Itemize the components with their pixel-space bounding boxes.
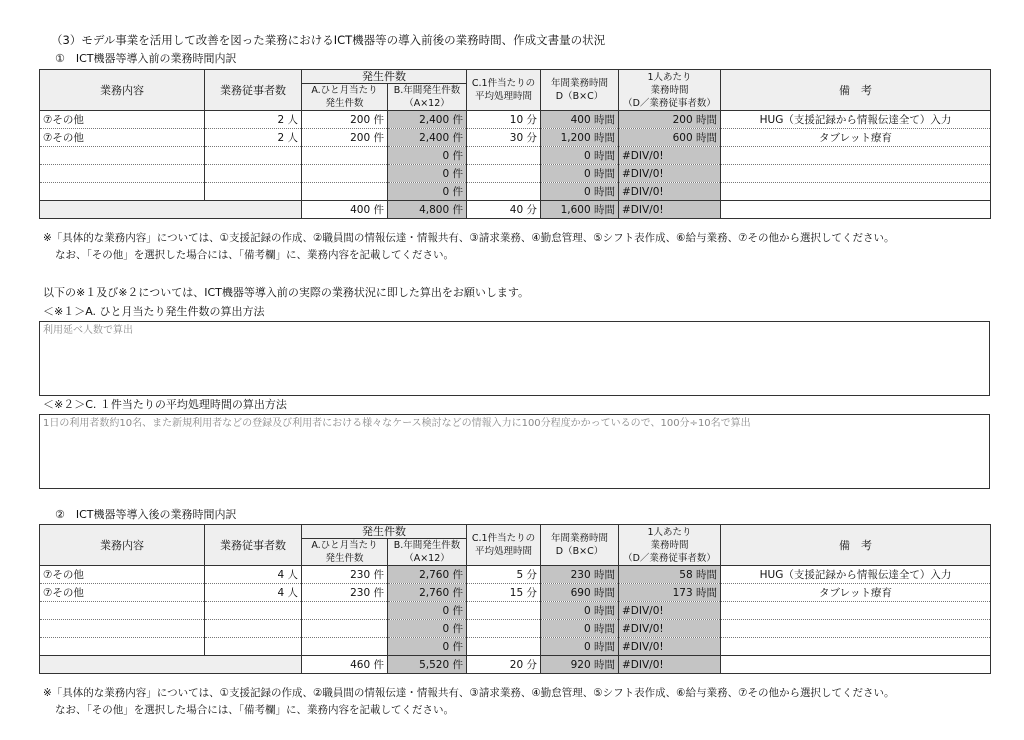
cell-b[interactable]: 0 件 <box>388 638 467 656</box>
total-b: 5,520 件 <box>388 656 467 674</box>
total-c: 40 分 <box>467 201 541 219</box>
cell-c[interactable] <box>467 183 541 201</box>
cell-b[interactable]: 0 件 <box>388 165 467 183</box>
cell-task[interactable] <box>40 620 205 638</box>
total-d: 920 時間 <box>541 656 619 674</box>
cell-d[interactable]: 0 時間 <box>541 638 619 656</box>
after-time-table <box>39 524 991 674</box>
table-row <box>40 165 991 183</box>
cell-b[interactable]: 2,400 件 <box>388 111 467 129</box>
header-workers: 業務従事者数 <box>205 525 302 566</box>
cell-task[interactable]: ⑦その他 <box>40 129 205 147</box>
cell-per[interactable]: #DIV/0! <box>619 147 721 165</box>
header-a: A.ひと月当たり 発生件数 <box>302 539 388 566</box>
cell-per[interactable]: 200 時間 <box>619 111 721 129</box>
total-b: 4,800 件 <box>388 201 467 219</box>
table-row <box>40 566 991 584</box>
header-workers: 業務従事者数 <box>205 70 302 111</box>
cell-workers[interactable] <box>205 165 302 183</box>
cell-remarks[interactable] <box>721 620 991 638</box>
cell-b[interactable]: 2,760 件 <box>388 566 467 584</box>
table-row <box>40 147 991 165</box>
cell-remarks[interactable] <box>721 165 991 183</box>
cell-remarks[interactable]: タブレット療育 <box>721 584 991 602</box>
cell-remarks[interactable] <box>721 638 991 656</box>
cell-per[interactable]: 600 時間 <box>619 129 721 147</box>
cell-task[interactable]: ⑦その他 <box>40 111 205 129</box>
cell-remarks[interactable] <box>721 147 991 165</box>
cell-b[interactable]: 0 件 <box>388 147 467 165</box>
cell-workers[interactable] <box>205 620 302 638</box>
total-row <box>40 201 991 219</box>
cell-a[interactable]: 230 件 <box>302 584 388 602</box>
cell-remarks[interactable]: HUG（支援記録から情報伝達全て）入力 <box>721 566 991 584</box>
header-remarks: 備 考 <box>721 525 991 566</box>
header-b: B.年間発生件数 （A×12） <box>388 84 467 111</box>
calc-a-box[interactable]: 利用延べ人数で算出 <box>39 321 990 396</box>
cell-workers[interactable]: 2 人 <box>205 111 302 129</box>
cell-c[interactable]: 10 分 <box>467 111 541 129</box>
total-d: 1,600 時間 <box>541 201 619 219</box>
cell-c[interactable] <box>467 602 541 620</box>
calc-a-title: ＜※１＞A. ひと月当たり発生件数の算出方法 <box>43 305 265 318</box>
cell-a[interactable]: 200 件 <box>302 111 388 129</box>
table-row <box>40 111 991 129</box>
cell-d[interactable]: 1,200 時間 <box>541 129 619 147</box>
cell-a[interactable] <box>302 638 388 656</box>
cell-remarks[interactable]: タブレット療育 <box>721 129 991 147</box>
header-per-person: 1人あたり 業務時間 （D／業務従事者数） <box>619 525 721 566</box>
cell-d[interactable]: 0 時間 <box>541 147 619 165</box>
calc-c-title: ＜※２＞C. １件当たりの平均処理時間の算出方法 <box>43 398 287 411</box>
cell-per[interactable]: #DIV/0! <box>619 620 721 638</box>
after-table-title: ② ICT機器等導入後の業務時間内訳 <box>55 508 237 521</box>
cell-b[interactable]: 0 件 <box>388 183 467 201</box>
before-note-2: なお、「その他」を選択した場合には、「備考欄」に、業務内容を記載してください。 <box>55 249 454 261</box>
cell-b[interactable]: 2,760 件 <box>388 584 467 602</box>
cell-workers[interactable] <box>205 147 302 165</box>
table-row <box>40 602 991 620</box>
cell-task[interactable] <box>40 165 205 183</box>
cell-remarks[interactable]: HUG（支援記録から情報伝達全て）入力 <box>721 111 991 129</box>
total-per: #DIV/0! <box>619 656 721 674</box>
cell-c[interactable]: 30 分 <box>467 129 541 147</box>
cell-per[interactable]: 58 時間 <box>619 566 721 584</box>
cell-c[interactable]: 15 分 <box>467 584 541 602</box>
cell-task[interactable] <box>40 602 205 620</box>
cell-per[interactable]: #DIV/0! <box>619 165 721 183</box>
cell-b[interactable]: 2,400 件 <box>388 129 467 147</box>
after-note-2: なお、「その他」を選択した場合には、「備考欄」に、業務内容を記載してください。 <box>55 704 454 716</box>
header-occurrences: 発生件数 <box>302 525 467 539</box>
cell-task[interactable] <box>40 183 205 201</box>
cell-a[interactable] <box>302 147 388 165</box>
cell-d[interactable]: 0 時間 <box>541 183 619 201</box>
header-per-person: 1人あたり 業務時間 （D／業務従事者数） <box>619 70 721 111</box>
header-d: 年間業務時間 D（B×C） <box>541 525 619 566</box>
cell-per[interactable]: #DIV/0! <box>619 602 721 620</box>
table-row <box>40 638 991 656</box>
header-b: B.年間発生件数 （A×12） <box>388 539 467 566</box>
cell-a[interactable]: 230 件 <box>302 566 388 584</box>
header-task: 業務内容 <box>40 70 205 111</box>
cell-d[interactable]: 230 時間 <box>541 566 619 584</box>
total-c: 20 分 <box>467 656 541 674</box>
table-row <box>40 584 991 602</box>
cell-a[interactable]: 200 件 <box>302 129 388 147</box>
header-c: C.1件当たりの 平均処理時間 <box>467 525 541 566</box>
cell-d[interactable]: 690 時間 <box>541 584 619 602</box>
total-a: 460 件 <box>302 656 388 674</box>
header-c: C.1件当たりの 平均処理時間 <box>467 70 541 111</box>
cell-d[interactable]: 0 時間 <box>541 602 619 620</box>
total-per: #DIV/0! <box>619 201 721 219</box>
after-note-1: ※「具体的な業務内容」については、①支援記録の作成、②職員間の情報伝達・情報共有、③請求業務、④勤怠管理、⑤シフト表作成、⑥給与業務、⑦その他から選択してください。 <box>43 687 895 699</box>
cell-a[interactable] <box>302 620 388 638</box>
cell-task[interactable]: ⑦その他 <box>40 566 205 584</box>
cell-d[interactable]: 0 時間 <box>541 620 619 638</box>
cell-a[interactable] <box>302 602 388 620</box>
total-blank-cell <box>40 656 302 674</box>
table-row <box>40 183 991 201</box>
cell-task[interactable]: ⑦その他 <box>40 584 205 602</box>
total-row <box>40 656 991 674</box>
header-occurrences: 発生件数 <box>302 70 467 84</box>
header-a: A.ひと月当たり 発生件数 <box>302 84 388 111</box>
cell-workers[interactable] <box>205 602 302 620</box>
cell-workers[interactable]: 4 人 <box>205 584 302 602</box>
cell-per[interactable]: #DIV/0! <box>619 638 721 656</box>
cell-remarks[interactable] <box>721 602 991 620</box>
before-table-title: ① ICT機器等導入前の業務時間内訳 <box>55 52 237 65</box>
cell-c[interactable] <box>467 147 541 165</box>
cell-task[interactable] <box>40 638 205 656</box>
before-note-1: ※「具体的な業務内容」については、①支援記録の作成、②職員間の情報伝達・情報共有、③請求業務、④勤怠管理、⑤シフト表作成、⑥給与業務、⑦その他から選択してください。 <box>43 232 895 244</box>
cell-c[interactable] <box>467 620 541 638</box>
cell-c[interactable] <box>467 165 541 183</box>
cell-d[interactable]: 0 時間 <box>541 165 619 183</box>
header-task: 業務内容 <box>40 525 205 566</box>
table-row <box>40 129 991 147</box>
cell-task[interactable] <box>40 147 205 165</box>
cell-a[interactable] <box>302 165 388 183</box>
cell-per[interactable]: #DIV/0! <box>619 183 721 201</box>
header-d: 年間業務時間 D（B×C） <box>541 70 619 111</box>
cell-workers[interactable]: 2 人 <box>205 129 302 147</box>
cell-b[interactable]: 0 件 <box>388 602 467 620</box>
total-remarks-cell <box>721 201 991 219</box>
cell-per[interactable]: 173 時間 <box>619 584 721 602</box>
cell-d[interactable]: 400 時間 <box>541 111 619 129</box>
cell-a[interactable] <box>302 183 388 201</box>
total-remarks-cell <box>721 656 991 674</box>
section-title: （3）モデル事業を活用して改善を図った業務におけるICT機器等の導入前後の業務時間、作成文書量の状況 <box>51 33 606 47</box>
header-remarks: 備 考 <box>721 70 991 111</box>
cell-remarks[interactable] <box>721 183 991 201</box>
calc-c-box[interactable]: 1日の利用者数約10名、また新規利用者などの登録及び利用者における様々なケース検討などの情報入力に100分程度かかっているので、100分÷10名で算出 <box>39 414 990 489</box>
cell-b[interactable]: 0 件 <box>388 620 467 638</box>
cell-c[interactable]: 5 分 <box>467 566 541 584</box>
total-a: 400 件 <box>302 201 388 219</box>
cell-workers[interactable] <box>205 638 302 656</box>
table-row <box>40 620 991 638</box>
cell-c[interactable] <box>467 638 541 656</box>
intro-text: 以下の※１及び※２については、ICT機器等導入前の実際の業務状況に即した算出をお願いします。 <box>43 286 529 299</box>
total-blank-cell <box>40 201 302 219</box>
before-time-table <box>39 69 991 219</box>
cell-workers[interactable] <box>205 183 302 201</box>
cell-workers[interactable]: 4 人 <box>205 566 302 584</box>
